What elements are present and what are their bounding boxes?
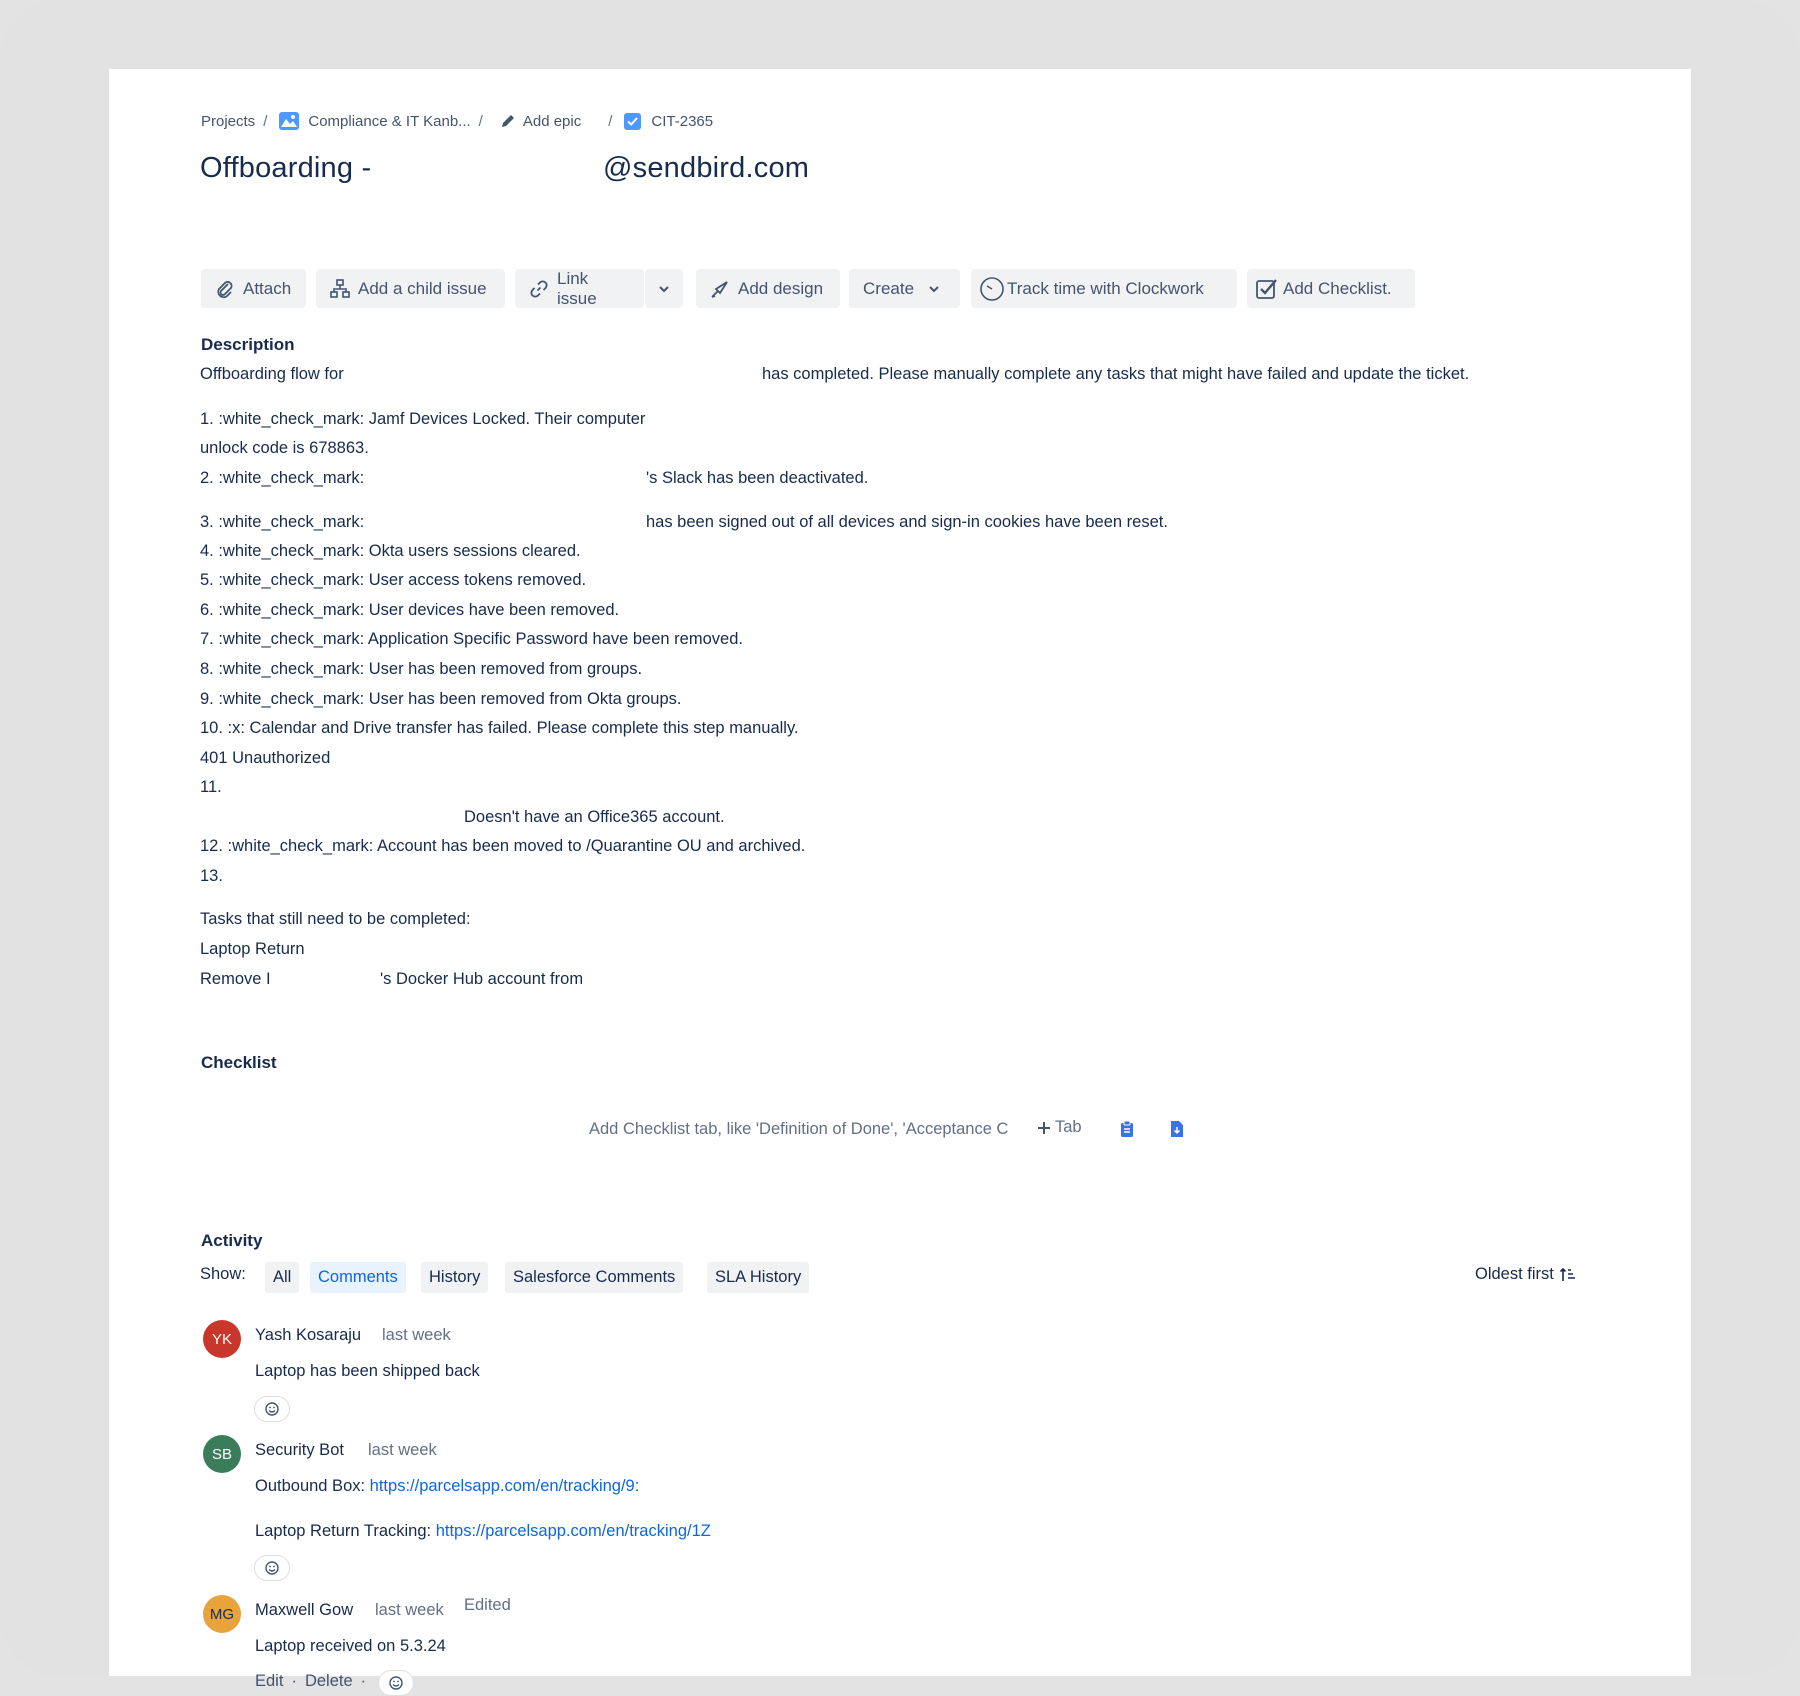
- description-intro-start: Offboarding flow for: [200, 365, 344, 383]
- description-line: has been signed out of all devices and sign-in cookies have been reset.: [646, 513, 1168, 531]
- filter-salesforce-comments[interactable]: Salesforce Comments: [505, 1262, 683, 1293]
- breadcrumb-issue-key[interactable]: CIT-2365: [651, 112, 714, 130]
- comment-time: last week: [382, 1326, 451, 1344]
- checklist-heading: Checklist: [201, 1053, 277, 1072]
- pencil-icon: [501, 114, 515, 128]
- link-issue-button[interactable]: Link issue: [515, 269, 644, 308]
- comment-text: Laptop received on 5.3.24: [255, 1637, 446, 1655]
- description-line: 10. :x: Calendar and Drive transfer has failed. Please complete this step manually.: [200, 719, 799, 737]
- description-heading: Description: [201, 335, 295, 354]
- description-line: 13.: [200, 867, 223, 885]
- description-line: 8. :white_check_mark: User has been removed from groups.: [200, 660, 643, 678]
- show-label: Show:: [200, 1265, 246, 1283]
- clock-icon: [979, 276, 1005, 302]
- description-line: 9. :white_check_mark: User has been removed from Okta groups.: [200, 690, 682, 708]
- breadcrumb-project[interactable]: Compliance & IT Kanb...: [308, 112, 471, 130]
- description-line: 3. :white_check_mark:: [200, 513, 365, 531]
- filter-all[interactable]: All: [265, 1262, 299, 1293]
- comment-author[interactable]: Security Bot: [255, 1441, 344, 1459]
- clockwork-button[interactable]: Track time with Clockwork: [971, 269, 1237, 308]
- emoji-icon: [388, 1675, 404, 1691]
- sort-order-button[interactable]: Oldest first: [1475, 1265, 1576, 1284]
- comment-time: last week: [375, 1601, 444, 1619]
- design-icon: [710, 279, 730, 299]
- activity-heading: Activity: [201, 1231, 263, 1250]
- checklist-tab-input[interactable]: Add Checklist tab, like 'Definition of Done', 'Acceptance C: [589, 1120, 1009, 1138]
- template-file-icon[interactable]: [1170, 1120, 1184, 1138]
- description-line: 4. :white_check_mark: Okta users sessions cleared.: [200, 542, 581, 560]
- child-issue-icon: [330, 279, 350, 299]
- description-line: 11.: [200, 778, 222, 796]
- plus-icon: [1037, 1121, 1051, 1135]
- chevron-down-icon: [658, 285, 670, 293]
- breadcrumb: Projects / Compliance & IT Kanb... / Add epic / CIT-2365: [201, 112, 714, 130]
- add-reaction-button[interactable]: [254, 1396, 290, 1422]
- tracking-link[interactable]: https://parcelsapp.com/en/tracking/9:: [369, 1477, 640, 1495]
- create-button[interactable]: Create: [849, 269, 960, 308]
- avatar[interactable]: SB: [203, 1435, 241, 1473]
- description-line: 6. :white_check_mark: User devices have been removed.: [200, 601, 620, 619]
- comment-text: Outbound Box: https://parcelsapp.com/en/tracking/9:: [255, 1477, 640, 1495]
- edit-comment-button[interactable]: Edit: [255, 1672, 284, 1690]
- description-line: 5. :white_check_mark: User access tokens removed.: [200, 571, 587, 589]
- description-line: 's Slack has been deactivated.: [646, 469, 869, 487]
- description-line: 401 Unauthorized: [200, 749, 331, 767]
- checkbox-icon: [1255, 277, 1279, 301]
- breadcrumb-projects[interactable]: Projects: [201, 112, 256, 130]
- avatar[interactable]: YK: [203, 1320, 241, 1358]
- emoji-icon: [264, 1560, 280, 1576]
- description-line: unlock code is 678863.: [200, 439, 369, 457]
- description-line: 7. :white_check_mark: Application Specific Password have been removed.: [200, 630, 743, 648]
- task-item: Remove I: [200, 970, 271, 988]
- issue-title-prefix[interactable]: Offboarding -: [200, 152, 372, 184]
- filter-comments[interactable]: Comments: [310, 1262, 406, 1293]
- link-issue-dropdown[interactable]: [645, 269, 683, 308]
- paperclip-icon: [215, 279, 235, 299]
- comment-author[interactable]: Maxwell Gow: [255, 1601, 354, 1619]
- comment-author[interactable]: Yash Kosaraju: [255, 1326, 362, 1344]
- add-reaction-button[interactable]: [378, 1670, 414, 1696]
- delete-comment-button[interactable]: Delete: [304, 1672, 353, 1690]
- breadcrumb-add-epic[interactable]: Add epic: [522, 112, 582, 130]
- description-line: 1. :white_check_mark: Jamf Devices Locked. Their computer: [200, 410, 646, 428]
- issue-title-suffix[interactable]: @sendbird.com: [603, 152, 810, 184]
- add-design-button[interactable]: Add design: [696, 269, 840, 308]
- issue-page: [109, 69, 1691, 1690]
- comment-time: last week: [368, 1441, 437, 1459]
- tasks-heading: Tasks that still need to be completed:: [200, 910, 471, 928]
- clipboard-icon[interactable]: [1120, 1120, 1134, 1138]
- filter-sla-history[interactable]: SLA History: [707, 1262, 809, 1293]
- link-icon: [529, 279, 549, 299]
- comment-text: Laptop Return Tracking: https://parcelsapp.com/en/tracking/1Z: [255, 1522, 711, 1540]
- description-line: Doesn't have an Office365 account.: [464, 808, 725, 826]
- task-item: Laptop Return: [200, 940, 305, 958]
- add-checklist-button[interactable]: Add Checklist.: [1247, 269, 1415, 308]
- add-reaction-button[interactable]: [254, 1555, 290, 1581]
- tracking-link[interactable]: https://parcelsapp.com/en/tracking/1Z: [435, 1522, 711, 1540]
- project-icon: [279, 112, 299, 130]
- filter-history[interactable]: History: [421, 1262, 488, 1293]
- chevron-down-icon: [928, 285, 940, 293]
- avatar[interactable]: MG: [203, 1595, 241, 1633]
- task-icon: [624, 113, 641, 130]
- comment-edited-label: Edited: [464, 1596, 511, 1614]
- emoji-icon: [264, 1401, 280, 1417]
- add-child-issue-button[interactable]: Add a child issue: [316, 269, 505, 308]
- attach-button[interactable]: Attach: [201, 269, 306, 308]
- add-tab-button[interactable]: Tab: [1037, 1118, 1082, 1137]
- comment-actions: Edit · Delete ·: [255, 1672, 367, 1690]
- comment-text: Laptop has been shipped back: [255, 1362, 480, 1380]
- description-line: 2. :white_check_mark:: [200, 469, 365, 487]
- description-line: 12. :white_check_mark: Account has been moved to /Quarantine OU and archived.: [200, 837, 806, 855]
- task-item: 's Docker Hub account from: [380, 970, 584, 988]
- sort-ascending-icon: [1560, 1268, 1576, 1282]
- description-intro-end: has completed. Please manually complete any tasks that might have failed and update the ticket.: [762, 365, 1470, 383]
